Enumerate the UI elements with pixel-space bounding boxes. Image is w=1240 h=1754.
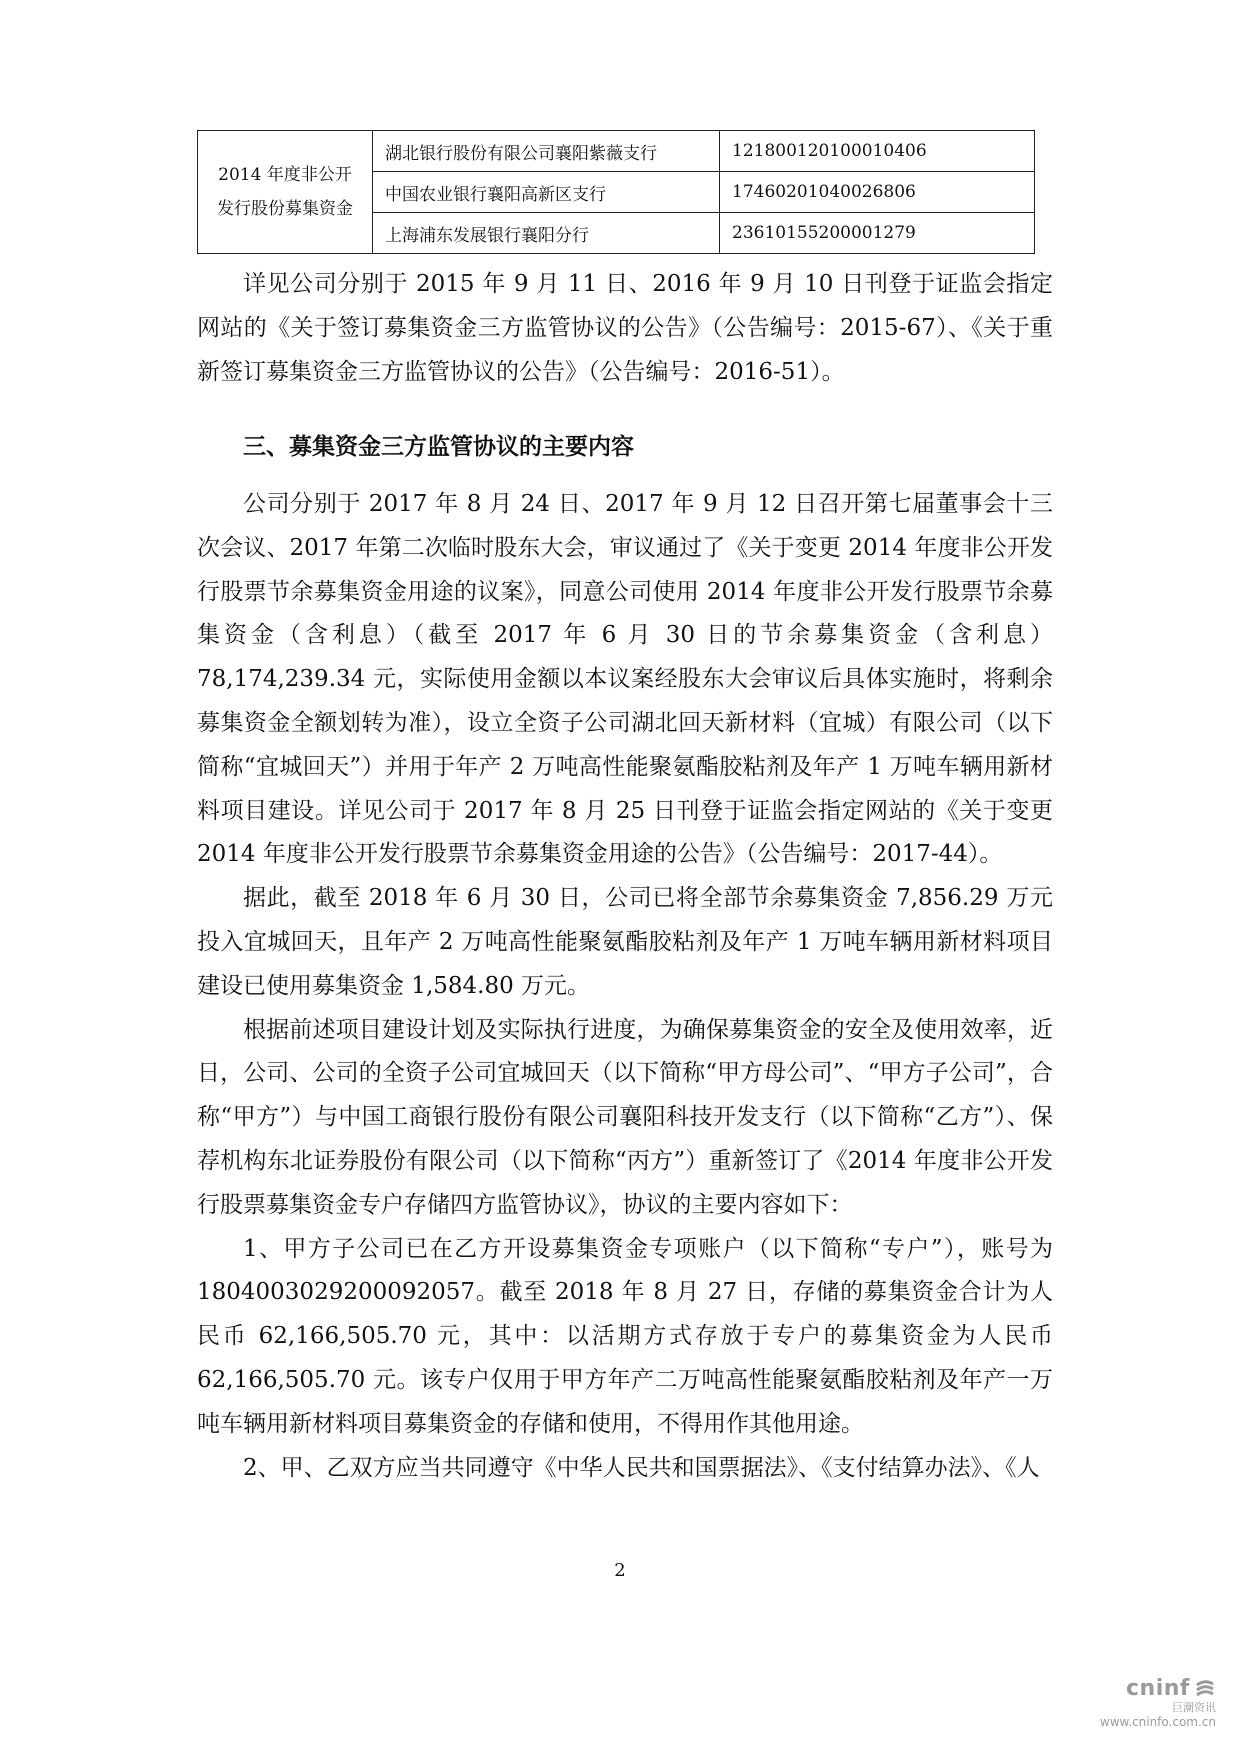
bank-name-cell: 中国农业银行襄阳高新区支行 bbox=[373, 172, 720, 213]
fund-category-line: 发行股份募集资金 bbox=[217, 199, 353, 219]
account-table bbox=[197, 130, 1035, 254]
body-paragraph: 1、甲方子公司已在乙方开设募集资金专项账户（以下简称“专户”），账号为 1804003029200092057。截至 2018 年 8 月 27 日，存储的募集资金合计为人民币 62,166,505.70 元，其中：以活期方式存放于专户的募集资金为人民币 62,166,505.70 元。该专户仅用于甲方年产二万吨高性能聚氨酯胶粘剂及年产一万吨车辆用新材料项目募集资金的存储和使用，不得用作其他用途。 bbox=[197, 1235, 1053, 1437]
account-number-cell: 17460201040026806 bbox=[720, 172, 1035, 213]
body-paragraph: 2、甲、乙双方应当共同遵守《中华人民共和国票据法》、《支付结算办法》、《人 bbox=[243, 1454, 1040, 1481]
cninf-watermark bbox=[1056, 1676, 1216, 1729]
body-paragraph: 据此，截至 2018 年 6 月 30 日，公司已将全部节余募集资金 7,856.29 万元投入宜城回天，且年产 2 万吨高性能聚氨酯胶粘剂及年产 1 万吨车辆用新材料项目建设已使用募集资金 1,584.80 万元。 bbox=[197, 885, 1053, 999]
body-paragraph: 公司分别于 2017 年 8 月 24 日、2017 年 9 月 12 日召开第七届董事会十三次会议、2017 年第二次临时股东大会，审议通过了《关于变更 2014 年度非公开发行股票节余募集资金用途的议案》，同意公司使用 2014 年度非公开发行股票节余募集资金（含利息）（截至 2017 年 6 月 30 日的节余募集资金（含利息）78,174,239.34 元，实际使用金额以本议案经股东大会审议后具体实施时，将剩余募集资金全额划转为准），设立全资子公司湖北回天新材料（宜城）有限公司（以下简称“宜城回天”）并用于年产 2 万吨高性能聚氨酯胶粘剂及年产 1 万吨车辆用新材料项目建设。详见公司于 2017 年 8 月 25 日刊登于证监会指定网站的《关于变更 2014 年度非公开发行股票节余募集资金用途的公告》（公告编号：2017-44）。 bbox=[197, 491, 1053, 868]
body-paragraph: 根据前述项目建设计划及实际执行进度，为确保募集资金的安全及使用效率，近日，公司、公司的全资子公司宜城回天（以下简称“甲方母公司”、“甲方子公司”，合称“甲方”）与中国工商银行股份有限公司襄阳科技开发支行（以下简称“乙方”）、保荐机构东北证券股份有限公司（以下简称“丙方”）重新签订了《2014 年度非公开发行股票募集资金专户存储四方监管协议》，协议的主要内容如下： bbox=[197, 1016, 1053, 1218]
table-row bbox=[198, 131, 1035, 172]
page-number: 2 bbox=[614, 1560, 626, 1581]
watermark-url: www.cninfo.com.cn bbox=[1099, 1715, 1216, 1729]
intro-text-block bbox=[197, 263, 1053, 394]
main-text-block bbox=[197, 483, 1053, 1490]
account-number-cell: 23610155200001279 bbox=[720, 213, 1035, 254]
body-paragraph: 详见公司分别于 2015 年 9 月 11 日、2016 年 9 月 10 日刊登于证监会指定网站的《关于签订募集资金三方监管协议的公告》（公告编号：2015-67）、《关于重新签订募集资金三方监管协议的公告》（公告编号：2016-51）。 bbox=[197, 271, 1053, 385]
bank-name-cell: 湖北银行股份有限公司襄阳紫薇支行 bbox=[373, 131, 720, 172]
account-number-cell: 121800120100010406 bbox=[720, 131, 1035, 172]
cninf-logo-icon bbox=[1194, 1679, 1216, 1699]
watermark-brand: cninf bbox=[1126, 1676, 1190, 1701]
watermark-subtitle: 巨潮资讯 bbox=[1172, 1701, 1216, 1714]
section-heading: 三、募集资金三方监管协议的主要内容 bbox=[243, 434, 634, 460]
fund-category-line: 2014 年度非公开 bbox=[218, 165, 352, 185]
fund-category-cell bbox=[198, 131, 373, 254]
bank-name-cell: 上海浦东发展银行襄阳分行 bbox=[373, 213, 720, 254]
